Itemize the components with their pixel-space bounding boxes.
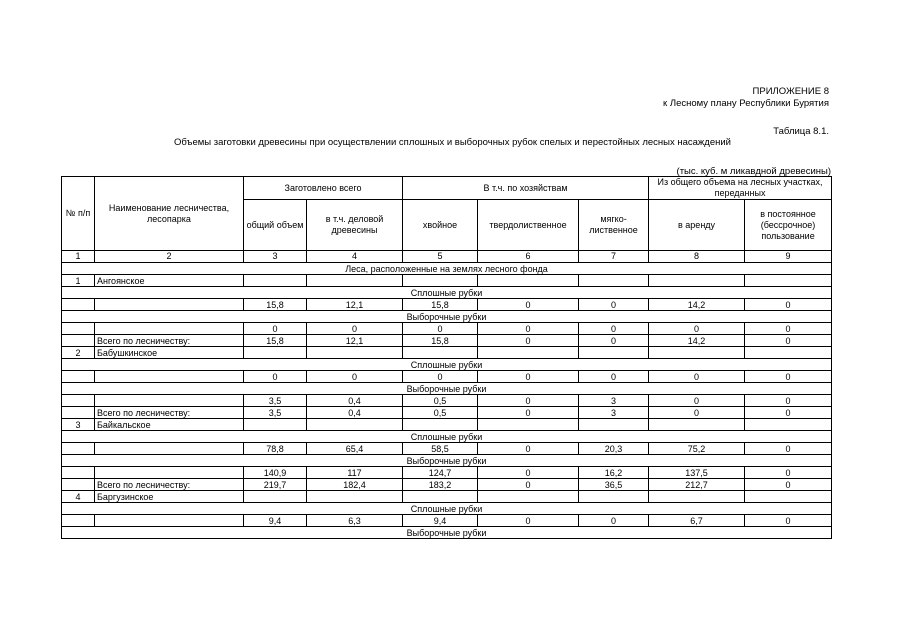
value-cell: 0	[478, 323, 579, 335]
header-num: № п/п	[62, 177, 95, 251]
header-softwood: мягко-лиственное	[579, 200, 649, 251]
cutting-type-label: Выборочные рубки	[62, 455, 832, 467]
value-cell: 9,4	[403, 515, 478, 527]
data-row	[62, 323, 832, 335]
value-cell: 3	[579, 407, 649, 419]
appendix-label: ПРИЛОЖЕНИЕ 8	[752, 86, 829, 97]
empty-cell	[745, 347, 832, 359]
data-row	[62, 395, 832, 407]
value-cell: 12,1	[307, 299, 403, 311]
value-cell: 3	[579, 395, 649, 407]
column-index-cell: 5	[403, 251, 478, 263]
header-permanent: в постоянное (бессрочное) пользование	[745, 200, 832, 251]
value-cell: 14,2	[649, 299, 745, 311]
forestry-name: Баргузинское	[95, 491, 244, 503]
cutting-type-label: Выборочные рубки	[62, 527, 832, 539]
forestry-row	[62, 275, 832, 287]
value-cell: 140,9	[244, 467, 307, 479]
value-cell: 0,4	[307, 395, 403, 407]
empty-cell	[403, 419, 478, 431]
value-cell: 182,4	[307, 479, 403, 491]
value-cell: 0	[745, 335, 832, 347]
cutting-type-row	[62, 503, 832, 515]
column-index-row	[62, 251, 832, 263]
row-label	[95, 299, 244, 311]
header-group-total: Заготовлено всего	[244, 177, 403, 200]
row-number	[62, 467, 95, 479]
row-number	[62, 479, 95, 491]
row-number: 3	[62, 419, 95, 431]
value-cell: 0	[579, 299, 649, 311]
empty-cell	[478, 347, 579, 359]
value-cell: 0	[307, 371, 403, 383]
forestry-name: Бабушкинское	[95, 347, 244, 359]
column-index-cell: 3	[244, 251, 307, 263]
value-cell: 0	[745, 299, 832, 311]
cutting-type-row	[62, 527, 832, 539]
empty-cell	[244, 275, 307, 287]
value-cell: 0	[478, 479, 579, 491]
value-cell: 14,2	[649, 335, 745, 347]
value-cell: 0	[478, 407, 579, 419]
row-number	[62, 323, 95, 335]
value-cell: 117	[307, 467, 403, 479]
value-cell: 183,2	[403, 479, 478, 491]
value-cell: 0	[478, 515, 579, 527]
header-conifer: хвойное	[403, 200, 478, 251]
value-cell: 137,5	[649, 467, 745, 479]
row-label	[95, 371, 244, 383]
value-cell: 6,3	[307, 515, 403, 527]
row-number: 1	[62, 275, 95, 287]
header-name: Наименование лесничества, лесопарка	[95, 177, 244, 251]
value-cell: 0	[478, 467, 579, 479]
header-group-transferred: Из общего объема на лесных участках, переданных	[649, 177, 832, 200]
cutting-type-row	[62, 383, 832, 395]
empty-cell	[307, 419, 403, 431]
value-cell: 0	[244, 323, 307, 335]
value-cell: 9,4	[244, 515, 307, 527]
section-title: Леса, расположенные на землях лесного фонда	[62, 263, 832, 275]
value-cell: 75,2	[649, 443, 745, 455]
value-cell: 15,8	[403, 299, 478, 311]
value-cell: 0	[478, 371, 579, 383]
value-cell: 6,7	[649, 515, 745, 527]
value-cell: 0	[307, 323, 403, 335]
empty-cell	[649, 419, 745, 431]
empty-cell	[745, 419, 832, 431]
row-number	[62, 443, 95, 455]
value-cell: 0	[745, 443, 832, 455]
value-cell: 0,5	[403, 407, 478, 419]
row-number	[62, 371, 95, 383]
cutting-type-label: Выборочные рубки	[62, 311, 832, 323]
value-cell: 15,8	[244, 335, 307, 347]
value-cell: 20,3	[579, 443, 649, 455]
value-cell: 0	[745, 479, 832, 491]
column-index-cell: 1	[62, 251, 95, 263]
value-cell: 36,5	[579, 479, 649, 491]
header-hardwood: твердолиственное	[478, 200, 579, 251]
cutting-type-label: Сплошные рубки	[62, 359, 832, 371]
value-cell: 124,7	[403, 467, 478, 479]
value-cell: 0	[244, 371, 307, 383]
value-cell: 0	[745, 323, 832, 335]
value-cell: 0	[649, 371, 745, 383]
forestry-row	[62, 491, 832, 503]
column-index-cell: 9	[745, 251, 832, 263]
empty-cell	[745, 491, 832, 503]
header-group-farms: В т.ч. по хозяйствам	[403, 177, 649, 200]
data-row	[62, 371, 832, 383]
empty-cell	[579, 419, 649, 431]
empty-cell	[244, 491, 307, 503]
value-cell: 0	[478, 299, 579, 311]
value-cell: 0	[745, 395, 832, 407]
empty-cell	[579, 347, 649, 359]
value-cell: 0	[579, 335, 649, 347]
value-cell: 0	[579, 323, 649, 335]
forestry-name: Байкальское	[95, 419, 244, 431]
value-cell: 3,5	[244, 407, 307, 419]
row-label: Всего по лесничеству:	[95, 407, 244, 419]
value-cell: 0	[478, 335, 579, 347]
data-row	[62, 299, 832, 311]
value-cell: 0	[649, 407, 745, 419]
empty-cell	[745, 275, 832, 287]
value-cell: 16,2	[579, 467, 649, 479]
row-label	[95, 467, 244, 479]
empty-cell	[244, 419, 307, 431]
value-cell: 15,8	[403, 335, 478, 347]
row-label: Всего по лесничеству:	[95, 479, 244, 491]
data-row	[62, 479, 832, 491]
column-index-cell: 6	[478, 251, 579, 263]
value-cell: 0	[649, 323, 745, 335]
row-number	[62, 407, 95, 419]
units-note: (тыс. куб. м ликавдной древесины)	[676, 166, 831, 177]
value-cell: 0	[649, 395, 745, 407]
column-index-cell: 2	[95, 251, 244, 263]
row-number: 2	[62, 347, 95, 359]
harvest-volume-table	[61, 176, 832, 539]
data-row	[62, 335, 832, 347]
empty-cell	[579, 491, 649, 503]
empty-cell	[307, 491, 403, 503]
forestry-name: Ангоянское	[95, 275, 244, 287]
table-number: Таблица 8.1.	[773, 126, 829, 137]
value-cell: 0	[745, 467, 832, 479]
column-index-cell: 4	[307, 251, 403, 263]
empty-cell	[478, 491, 579, 503]
row-label	[95, 395, 244, 407]
row-number	[62, 299, 95, 311]
header-lease: в аренду	[649, 200, 745, 251]
value-cell: 0	[478, 395, 579, 407]
empty-cell	[649, 275, 745, 287]
empty-cell	[649, 491, 745, 503]
cutting-type-row	[62, 311, 832, 323]
value-cell: 0,5	[403, 395, 478, 407]
value-cell: 0	[403, 323, 478, 335]
empty-cell	[649, 347, 745, 359]
row-number	[62, 515, 95, 527]
row-label	[95, 323, 244, 335]
data-row	[62, 515, 832, 527]
data-row	[62, 467, 832, 479]
value-cell: 0	[478, 443, 579, 455]
cutting-type-label: Сплошные рубки	[62, 503, 832, 515]
value-cell: 3,5	[244, 395, 307, 407]
table-body	[62, 263, 832, 539]
row-label: Всего по лесничеству:	[95, 335, 244, 347]
data-row	[62, 443, 832, 455]
row-label	[95, 443, 244, 455]
value-cell: 0	[403, 371, 478, 383]
value-cell: 0	[579, 371, 649, 383]
value-cell: 212,7	[649, 479, 745, 491]
header-total: общий объем	[244, 200, 307, 251]
value-cell: 0	[745, 371, 832, 383]
forestry-row	[62, 419, 832, 431]
value-cell: 0	[745, 515, 832, 527]
value-cell: 65,4	[307, 443, 403, 455]
forestry-row	[62, 347, 832, 359]
empty-cell	[307, 275, 403, 287]
column-index-cell: 8	[649, 251, 745, 263]
cutting-type-row	[62, 431, 832, 443]
value-cell: 219,7	[244, 479, 307, 491]
empty-cell	[307, 347, 403, 359]
empty-cell	[579, 275, 649, 287]
cutting-type-row	[62, 359, 832, 371]
empty-cell	[403, 491, 478, 503]
value-cell: 15,8	[244, 299, 307, 311]
row-number	[62, 335, 95, 347]
empty-cell	[478, 275, 579, 287]
row-label	[95, 515, 244, 527]
value-cell: 0,4	[307, 407, 403, 419]
empty-cell	[478, 419, 579, 431]
empty-cell	[403, 347, 478, 359]
row-number: 4	[62, 491, 95, 503]
cutting-type-label: Выборочные рубки	[62, 383, 832, 395]
header-business: в т.ч. деловой древесины	[307, 200, 403, 251]
cutting-type-label: Сплошные рубки	[62, 431, 832, 443]
cutting-type-row	[62, 287, 832, 299]
column-index-cell: 7	[579, 251, 649, 263]
value-cell: 0	[579, 515, 649, 527]
cutting-type-label: Сплошные рубки	[62, 287, 832, 299]
data-row	[62, 407, 832, 419]
value-cell: 78,8	[244, 443, 307, 455]
row-number	[62, 395, 95, 407]
value-cell: 0	[745, 407, 832, 419]
cutting-type-row	[62, 455, 832, 467]
empty-cell	[244, 347, 307, 359]
table-title: Объемы заготовки древесины при осуществлении сплошных и выборочных рубок спелых и перестойных лесных насаждений	[174, 137, 731, 148]
value-cell: 58,5	[403, 443, 478, 455]
empty-cell	[403, 275, 478, 287]
value-cell: 12,1	[307, 335, 403, 347]
appendix-reference: к Лесному плану Республики Бурятия	[663, 98, 829, 109]
